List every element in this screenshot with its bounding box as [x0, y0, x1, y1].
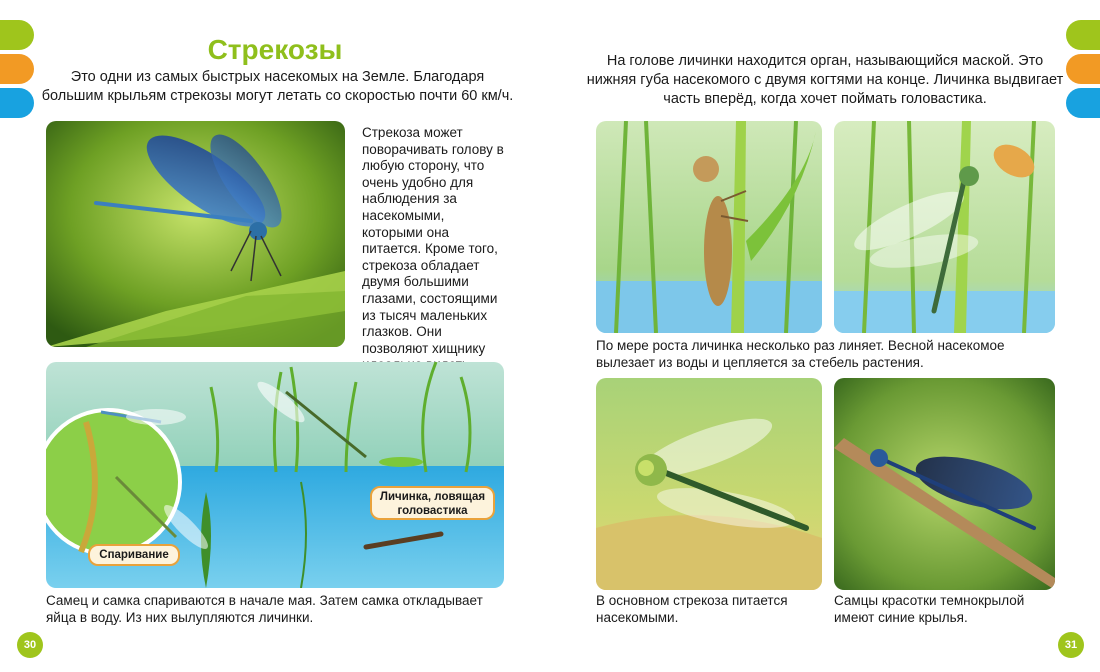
page-number-left: 30	[17, 632, 43, 658]
side-text: Стрекоза может поворачивать голову в любую сторону, что очень удобно для наблюдения за насекомыми, которыми она питается. Кроме того, стрекоза обладает двумя большими глазами, состоящими из тысяч маленьких глазков. Они позволяют хищнику	[362, 125, 504, 356]
caption-molting: По мере роста личинка несколько раз линяет. Весной насекомое вылезает из воды и цепляется за стебель растения.	[596, 338, 1005, 370]
tab-blue-right	[1066, 88, 1100, 118]
photo-banded-demoiselle	[834, 378, 1055, 590]
page-title: Стрекозы	[207, 34, 343, 65]
tab-orange-left	[0, 54, 34, 84]
caption-mating: Самец и самка спариваются в начале мая. Затем самка откладывает яйца в воду. Из них вылупляются личинки.	[46, 593, 483, 625]
label-larva-catching-tadpole: Личинка, ловящая головастика	[370, 486, 495, 520]
illustration-larva-on-stem	[596, 121, 822, 333]
tab-orange-right	[1066, 54, 1100, 84]
illustration-hunting-dragonfly	[596, 378, 822, 590]
intro-paragraph-right: На голове личинки находится орган, называющийся маской. Это нижняя губа насекомого с двумя когтями на конце. Личинка выдвигает часть вперёд, когда хочет поймать головастика.	[586, 53, 1064, 107]
illustration-emerging-dragonfly	[834, 121, 1055, 333]
photo-dragonfly-on-leaf	[46, 121, 345, 347]
tab-green-left	[0, 20, 34, 50]
label-mating: Спаривание	[88, 544, 180, 566]
caption-blue-wings: Самцы красотки темнокрылой имеют синие крылья.	[834, 593, 1025, 625]
page-number-right: 31	[1058, 632, 1084, 658]
caption-food: В основном стрекоза питается насекомыми.	[596, 593, 788, 625]
tab-green-right	[1066, 20, 1100, 50]
intro-paragraph-left: Это одни из самых быстрых насекомых на Земле. Благодаря большим крыльям стрекозы могут летать со скоростью почти 60 км/ч.	[41, 69, 514, 104]
tab-blue-left	[0, 88, 34, 118]
